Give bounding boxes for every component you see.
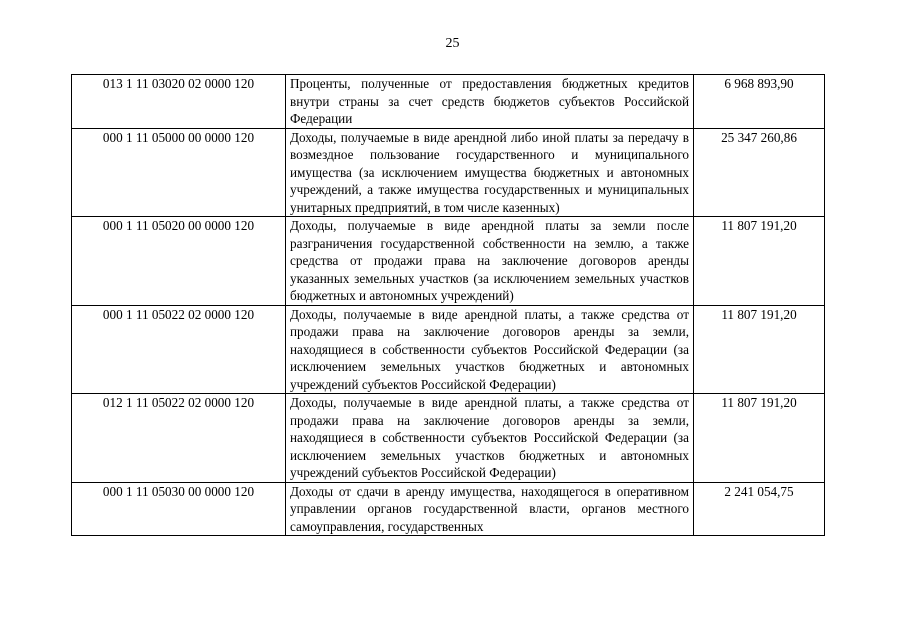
revenue-amount-cell: 2 241 054,75 — [694, 482, 825, 536]
revenue-description-cell: Доходы, получаемые в виде арендной платы, а также средства от продажи права на заключение договоров аренды за земли, находящиеся в собственности субъектов Российской Федерации (за исключением земельных участков бюджетных и автономных учреждений субъектов Российской Федерации) — [286, 305, 694, 394]
table-row — [72, 128, 825, 217]
table-row — [72, 217, 825, 306]
revenue-description-cell: Доходы, получаемые в виде арендной платы за земли после разграничения государственной собственности на землю, а также средства от продажи права на заключение договоров аренды указанных земельных участков (за исключением земельных участков бюджетных и автономных учреждений) — [286, 217, 694, 306]
revenue-amount-cell: 25 347 260,86 — [694, 128, 825, 217]
revenue-code-cell: 000 1 11 05030 00 0000 120 — [72, 482, 286, 536]
revenue-code-cell: 013 1 11 03020 02 0000 120 — [72, 75, 286, 129]
revenue-amount-cell: 11 807 191,20 — [694, 217, 825, 306]
revenue-description-cell: Доходы от сдачи в аренду имущества, находящегося в оперативном управлении органов государственной власти, органов местного самоуправления, государственных — [286, 482, 694, 536]
table-row — [72, 482, 825, 536]
revenue-amount-cell: 11 807 191,20 — [694, 305, 825, 394]
revenue-code-cell: 012 1 11 05022 02 0000 120 — [72, 394, 286, 483]
revenue-amount-cell: 11 807 191,20 — [694, 394, 825, 483]
revenue-amount-cell: 6 968 893,90 — [694, 75, 825, 129]
revenue-description-cell: Проценты, полученные от предоставления бюджетных кредитов внутри страны за счет средств бюджетов субъектов Российской Федерации — [286, 75, 694, 129]
page-number: 25 — [445, 36, 460, 51]
revenue-description-cell: Доходы, получаемые в виде арендной либо иной платы за передачу в возмездное пользование государственного и муниципального имущества (за исключением имущества бюджетных и автономных учреждений, а также имущества государственных и муниципальных унитарных предприятий, в том числе казенных) — [286, 128, 694, 217]
revenue-code-cell: 000 1 11 05022 02 0000 120 — [72, 305, 286, 394]
budget-revenue-table — [71, 74, 825, 536]
revenue-code-cell: 000 1 11 05020 00 0000 120 — [72, 217, 286, 306]
revenue-description-cell: Доходы, получаемые в виде арендной платы, а также средства от продажи права на заключение договоров аренды за земли, находящиеся в собственности субъектов Российской Федерации (за исключением земельных участков бюджетных и автономных учреждений субъектов Российской Федерации) — [286, 394, 694, 483]
table-row — [72, 75, 825, 129]
revenue-code-cell: 000 1 11 05000 00 0000 120 — [72, 128, 286, 217]
table-row — [72, 305, 825, 394]
table-row — [72, 394, 825, 483]
